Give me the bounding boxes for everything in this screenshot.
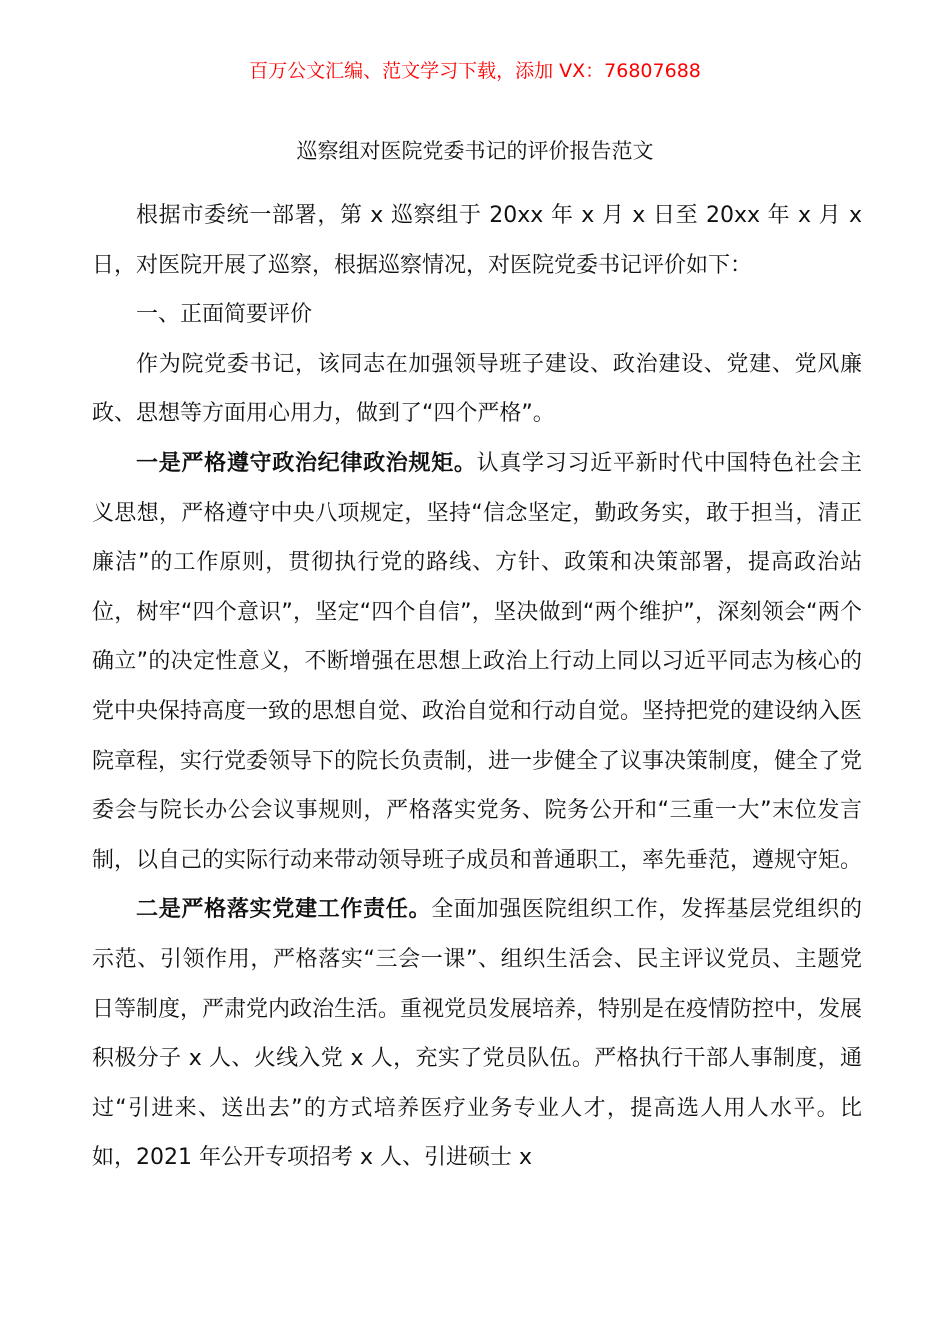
paragraph-summary [92, 340, 862, 439]
section-heading-text: 一、正面简要评价 [136, 302, 313, 328]
body-text [92, 191, 862, 1183]
section-heading [92, 290, 862, 340]
paragraph-lead: 一是严格遵守政治纪律政治规矩。 [136, 450, 477, 476]
page-title: 巡察组对医院党委书记的评价报告范文 [296, 139, 654, 163]
paragraph-text: 认真学习习近平新时代中国特色社会主义思想，严格遵守中央八项规定，坚持“信念坚定，勤政务实，敢于担当，清正廉洁”的工作原则，贯彻执行党的路线、方针、政策和决策部署，提高政治站位，树牢“四个意识”，坚定“四个自信”，坚决做到“两个维护”，深刻领会“两个确立”的决定性意义，不断增强在思想上政治上行动上同以习近平同志为核心的党中央保持高度一致的思想自觉、政治自觉和行动自觉。坚持把党的建设纳入医院章程，实行党委领导下的院长负责制，进一步健全了议事决策制度，健全了党委会与院长办公会议事规则，严格落实党务、院务公开和“三重一大”末位发言制，以自己的实际行动来带动领导班子成员和普通职工，率先垂范，遵规守矩。 [92, 450, 863, 873]
header-note: 百万公文汇编、范文学习下载，添加 VX：76807688 [249, 60, 701, 82]
paragraph-point-one [92, 439, 862, 885]
paragraph-intro [92, 191, 862, 290]
paragraph-lead: 二是严格落实党建工作责任。 [136, 897, 432, 923]
paragraph-text: 根据市委统一部署，第 x 巡察组于 20xx 年 x 月 x 日至 20xx 年 x 月 x 日，对医院开展了巡察，根据巡察情况，对医院党委书记评价如下： [92, 203, 862, 278]
paragraph-text: 作为院党委书记，该同志在加强领导班子建设、政治建设、党建、党风廉政、思想等方面用心用力，做到了“四个严格”。 [92, 351, 862, 427]
paragraph-point-two [92, 885, 862, 1183]
paragraph-text: 全面加强医院组织工作，发挥基层党组织的示范、引领作用，严格落实“三会一课”、组织生活会、民主评议党员、主题党日等制度，严肃党内政治生活。重视党员发展培养，特别是在疫情防控中，发展积极分子 x 人、火线入党 x 人，充实了党员队伍。严格执行干部人事制度，通过“引进来、送出去”的方式培养医疗业务专业人才，提高选人用人水平。比如，2021 年公开专项招考 x 人、引进硕士 x [92, 897, 863, 1171]
